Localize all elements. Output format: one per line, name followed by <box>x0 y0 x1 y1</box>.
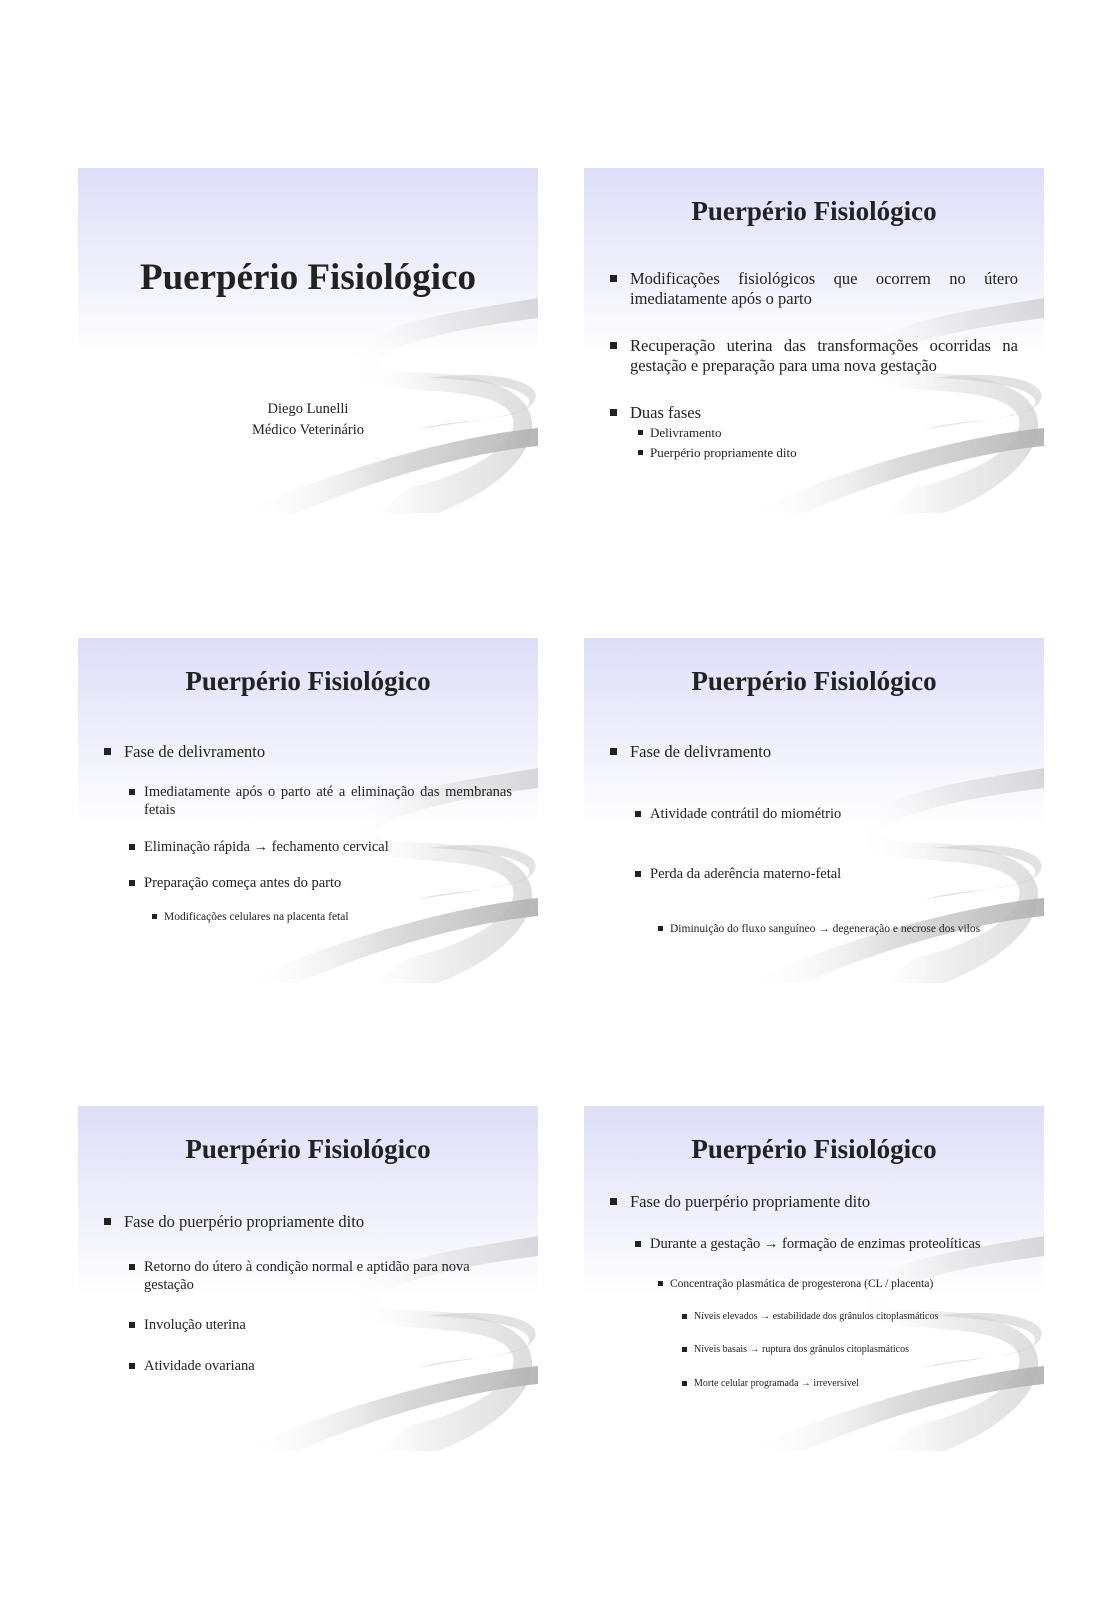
bullet-l2: Delivramento <box>650 425 1010 441</box>
bullet-l2: Preparação começa antes do parto <box>144 875 512 893</box>
slide-title: Puerpério Fisiológico <box>185 666 431 696</box>
bullet-l1: Fase do puerpério propriamente dito <box>124 1212 512 1232</box>
bullet-l3: Modificações celulares na placenta fetal <box>164 910 504 924</box>
cover-role: Médico Veterinário <box>251 422 365 438</box>
slide-title: Puerpério Fisiológico <box>691 666 937 696</box>
bullet-l2: Eliminação rápida → fechamento cervical <box>144 839 512 857</box>
bullet-l4: Níveis basais → ruptura dos grânulos citoplasmáticos <box>694 1344 1034 1356</box>
slide-6 <box>584 1106 1044 1451</box>
bullet-l3: Diminuição do fluxo sanguíneo → degeneração e necrose dos vilos <box>670 922 1030 936</box>
bullet-l2: Imediatamente após o parto até a eliminação das membranas fetais <box>144 784 512 819</box>
slide-5 <box>78 1106 538 1451</box>
cover-title: Puerpério Fisiológico <box>139 257 477 298</box>
bullet-l1: Duas fases <box>630 403 1018 423</box>
swirl-decoration <box>78 168 538 513</box>
bullet-l2: Involução uterina <box>144 1317 494 1335</box>
slide-2 <box>584 168 1044 513</box>
bullet-l2: Puerpério propriamente dito <box>650 445 1010 461</box>
bullet-l1: Recuperação uterina das transformações ocorridas na gestação e preparação para uma nova gestação <box>630 336 1018 376</box>
slide-title: Puerpério Fisiológico <box>691 196 937 226</box>
bullet-l1: Fase de delivramento <box>124 742 512 762</box>
bullet-l2: Retorno do útero à condição normal e aptidão para nova gestação <box>144 1259 494 1294</box>
bullet-l1: Modificações fisiológicos que ocorrem no útero imediatamente após o parto <box>630 269 1018 309</box>
bullet-l2: Durante a gestação → formação de enzimas proteolíticas <box>650 1236 1030 1254</box>
bullet-l2: Atividade contrátil do miométrio <box>650 806 1018 824</box>
bullet-l4: Morte celular programada → irreversível <box>694 1378 1034 1390</box>
bullet-l3: Concentração plasmática de progesterona (CL / placenta) <box>670 1277 1030 1291</box>
cover-author: Diego Lunelli <box>267 401 349 417</box>
bullet-l2: Perda da aderência materno-fetal <box>650 866 1018 884</box>
slide-title: Puerpério Fisiológico <box>185 1134 431 1164</box>
bullet-l1: Fase do puerpério propriamente dito <box>630 1192 1018 1212</box>
bullet-l1: Fase de delivramento <box>630 742 1018 762</box>
slide-1 <box>78 168 538 513</box>
slide-title: Puerpério Fisiológico <box>691 1134 937 1164</box>
bullet-l4: Níveis elevados → estabilidade dos grânulos citoplasmáticos <box>694 1311 1034 1323</box>
bullet-l2: Atividade ovariana <box>144 1358 494 1376</box>
slide-3 <box>78 638 538 983</box>
slide-4 <box>584 638 1044 983</box>
